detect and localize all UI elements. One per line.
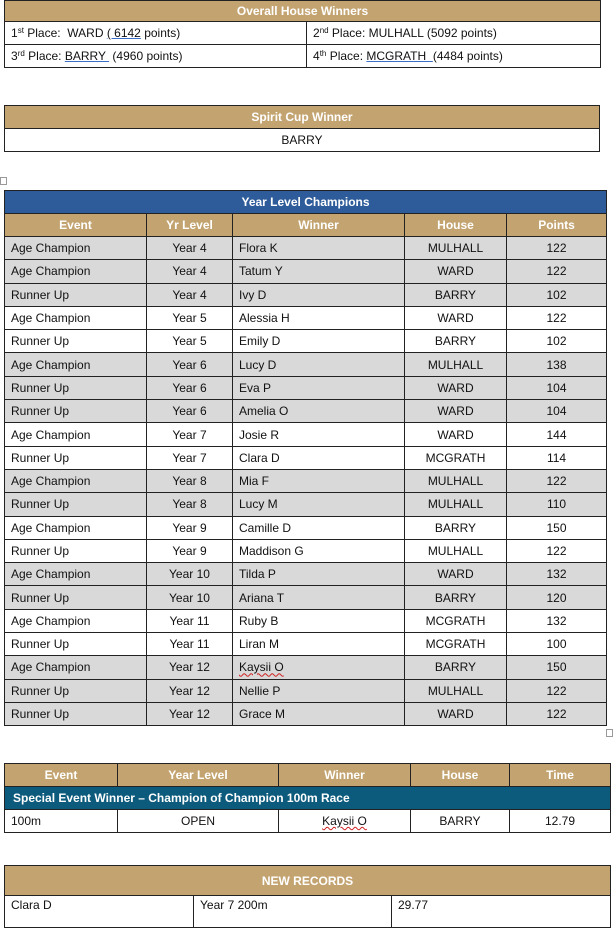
row-house: BARRY	[405, 330, 507, 353]
special-winner-name: Kaysii O	[322, 814, 367, 828]
row-yr-level: Year 11	[147, 633, 233, 656]
row-points: 132	[507, 609, 607, 632]
row-house: MULHALL	[405, 469, 507, 492]
overall-house-title: Overall House Winners	[5, 1, 601, 22]
row-yr-level: Year 6	[147, 400, 233, 423]
table-row	[5, 539, 607, 562]
row-winner: Emily D	[233, 330, 405, 353]
table-row	[5, 702, 607, 725]
table-row	[5, 633, 607, 656]
row-house: MCGRATH	[405, 609, 507, 632]
special-header-house: House	[411, 764, 510, 787]
row-points: 122	[507, 260, 607, 283]
row-house: WARD	[405, 306, 507, 329]
fourth-place-cell	[307, 45, 601, 68]
row-winner: Lucy M	[233, 493, 405, 516]
fourth-place-label: Place:	[326, 49, 367, 63]
row-winner: Flora K	[233, 237, 405, 260]
row-points: 114	[507, 446, 607, 469]
year-level-title: Year Level Champions	[5, 191, 607, 214]
special-house: BARRY	[411, 810, 510, 833]
row-points: 132	[507, 563, 607, 586]
fourth-place-suffix: (4484 points)	[432, 49, 503, 63]
third-place-label: Place:	[24, 49, 65, 63]
row-winner: Liran M	[233, 633, 405, 656]
row-house: MULHALL	[405, 353, 507, 376]
row-yr-level: Year 12	[147, 702, 233, 725]
row-house: WARD	[405, 376, 507, 399]
row-event: Runner Up	[5, 679, 147, 702]
table-row	[5, 469, 607, 492]
row-event: Age Champion	[5, 260, 147, 283]
first-place-suffix: points)	[140, 26, 181, 40]
row-event: Runner Up	[5, 702, 147, 725]
table-move-handle[interactable]	[0, 177, 7, 185]
second-place-cell	[307, 22, 601, 45]
row-yr-level: Year 4	[147, 237, 233, 260]
third-place-number: 3	[11, 49, 18, 63]
row-event: Runner Up	[5, 283, 147, 306]
row-winner: Amelia O	[233, 400, 405, 423]
year-level-header-row	[5, 214, 607, 237]
row-points: 122	[507, 469, 607, 492]
table-row	[5, 306, 607, 329]
row-event: Age Champion	[5, 306, 147, 329]
table-row	[5, 609, 607, 632]
row-winner: Eva P	[233, 376, 405, 399]
special-header-row	[5, 764, 611, 787]
special-year-level: OPEN	[118, 810, 279, 833]
row-house: BARRY	[405, 656, 507, 679]
special-header-time: Time	[510, 764, 611, 787]
row-yr-level: Year 10	[147, 586, 233, 609]
third-place-cell	[5, 45, 307, 68]
row-yr-level: Year 4	[147, 260, 233, 283]
special-time: 12.79	[510, 810, 611, 833]
row-yr-level: Year 9	[147, 539, 233, 562]
row-yr-level: Year 6	[147, 353, 233, 376]
spirit-cup-table	[4, 105, 600, 152]
row-points: 104	[507, 376, 607, 399]
row-event: Age Champion	[5, 353, 147, 376]
row-winner: Tilda P	[233, 563, 405, 586]
row-event: Runner Up	[5, 400, 147, 423]
first-place-ordinal: st	[17, 26, 24, 35]
table-row	[5, 330, 607, 353]
row-house: WARD	[405, 260, 507, 283]
table-row	[5, 516, 607, 539]
row-yr-level: Year 8	[147, 469, 233, 492]
row-points: 100	[507, 633, 607, 656]
row-event: Age Champion	[5, 423, 147, 446]
row-house: MULHALL	[405, 493, 507, 516]
row-event: Runner Up	[5, 539, 147, 562]
special-event: 100m	[5, 810, 118, 833]
table-row	[5, 376, 607, 399]
second-place-number: 2	[313, 26, 320, 40]
row-points: 110	[507, 493, 607, 516]
row-points: 138	[507, 353, 607, 376]
fourth-place-number: 4	[313, 49, 320, 63]
first-place-label: Place: WARD	[23, 26, 107, 40]
row-yr-level: Year 7	[147, 423, 233, 446]
table-row	[5, 446, 607, 469]
row-event: Runner Up	[5, 330, 147, 353]
new-records-table	[4, 865, 611, 928]
row-house: WARD	[405, 423, 507, 446]
record-time: 29.77	[392, 896, 611, 928]
row-yr-level: Year 7	[147, 446, 233, 469]
table-row	[5, 283, 607, 306]
table-row	[5, 563, 607, 586]
row-house: BARRY	[405, 516, 507, 539]
record-row	[5, 896, 611, 928]
record-event: Year 7 200m	[194, 896, 392, 928]
row-winner: Ruby B	[233, 609, 405, 632]
table-row	[5, 493, 607, 516]
row-yr-level: Year 5	[147, 306, 233, 329]
row-event: Runner Up	[5, 633, 147, 656]
row-event: Runner Up	[5, 376, 147, 399]
header-event: Event	[5, 214, 147, 237]
row-event: Age Champion	[5, 516, 147, 539]
row-event: Runner Up	[5, 446, 147, 469]
first-place-number: 1	[11, 26, 18, 40]
row-event: Age Champion	[5, 656, 147, 679]
special-event-table	[4, 763, 611, 833]
row-winner: Clara D	[233, 446, 405, 469]
row-points: 122	[507, 702, 607, 725]
new-records-title: NEW RECORDS	[5, 866, 611, 896]
special-event-row	[5, 810, 611, 833]
row-event: Age Champion	[5, 469, 147, 492]
table-row	[5, 237, 607, 260]
row-points: 104	[507, 400, 607, 423]
table-resize-handle[interactable]	[606, 729, 613, 737]
row-event: Age Champion	[5, 237, 147, 260]
row-event: Runner Up	[5, 586, 147, 609]
row-yr-level: Year 8	[147, 493, 233, 516]
row-points: 120	[507, 586, 607, 609]
row-winner: Josie R	[233, 423, 405, 446]
row-winner: Lucy D	[233, 353, 405, 376]
first-place-cell	[5, 22, 307, 45]
row-points: 150	[507, 656, 607, 679]
third-place-suffix: (4960 points)	[109, 49, 183, 63]
year-level-champions-table	[4, 190, 607, 726]
table-row	[5, 656, 607, 679]
special-event-title: Special Event Winner – Champion of Champion 100m Race	[5, 787, 611, 810]
row-winner: Tatum Y	[233, 260, 405, 283]
row-house: MCGRATH	[405, 446, 507, 469]
header-winner: Winner	[233, 214, 405, 237]
row-winner: Mia F	[233, 469, 405, 492]
winner-name: Kaysii O	[239, 660, 284, 675]
header-points: Points	[507, 214, 607, 237]
special-header-event: Event	[5, 764, 118, 787]
row-points: 122	[507, 237, 607, 260]
spirit-cup-title: Spirit Cup Winner	[5, 106, 600, 129]
row-winner: Alessia H	[233, 306, 405, 329]
row-points: 102	[507, 283, 607, 306]
row-house: MULHALL	[405, 539, 507, 562]
row-yr-level: Year 4	[147, 283, 233, 306]
row-yr-level: Year 12	[147, 679, 233, 702]
table-row	[5, 353, 607, 376]
row-winner: Grace M	[233, 702, 405, 725]
row-event: Age Champion	[5, 609, 147, 632]
row-house: WARD	[405, 400, 507, 423]
row-yr-level: Year 11	[147, 609, 233, 632]
row-house: MULHALL	[405, 237, 507, 260]
row-house: MCGRATH	[405, 633, 507, 656]
row-house: WARD	[405, 702, 507, 725]
row-points: 122	[507, 679, 607, 702]
row-house: WARD	[405, 563, 507, 586]
row-event: Age Champion	[5, 563, 147, 586]
row-winner: Camille D	[233, 516, 405, 539]
header-house: House	[405, 214, 507, 237]
row-house: MULHALL	[405, 679, 507, 702]
special-winner	[279, 810, 411, 833]
row-yr-level: Year 10	[147, 563, 233, 586]
row-house: BARRY	[405, 283, 507, 306]
row-points: 122	[507, 539, 607, 562]
fourth-place-ordinal: th	[319, 49, 327, 58]
special-header-winner: Winner	[279, 764, 411, 787]
overall-house-winners-table	[4, 0, 601, 68]
row-yr-level: Year 9	[147, 516, 233, 539]
table-row	[5, 586, 607, 609]
third-place-ordinal: rd	[17, 49, 25, 58]
second-place-label: Place: MULHALL (5092 points)	[328, 26, 497, 40]
row-event: Runner Up	[5, 493, 147, 516]
second-place-ordinal: nd	[319, 26, 329, 35]
row-winner: Ariana T	[233, 586, 405, 609]
spirit-cup-winner: BARRY	[5, 129, 600, 152]
row-yr-level: Year 12	[147, 656, 233, 679]
third-place-team: BARRY	[64, 49, 110, 63]
row-points: 144	[507, 423, 607, 446]
row-yr-level: Year 6	[147, 376, 233, 399]
row-winner: Maddison G	[233, 539, 405, 562]
table-row	[5, 423, 607, 446]
first-place-score: ( 6142	[106, 26, 141, 40]
fourth-place-team: MCGRATH	[366, 49, 433, 63]
table-row	[5, 400, 607, 423]
row-points: 122	[507, 306, 607, 329]
row-winner: Ivy D	[233, 283, 405, 306]
row-house: BARRY	[405, 586, 507, 609]
special-header-year-level: Year Level	[118, 764, 279, 787]
row-points: 102	[507, 330, 607, 353]
row-winner	[233, 656, 405, 679]
header-yr-level: Yr Level	[147, 214, 233, 237]
row-yr-level: Year 5	[147, 330, 233, 353]
table-row	[5, 260, 607, 283]
row-winner: Nellie P	[233, 679, 405, 702]
record-name: Clara D	[5, 896, 194, 928]
table-row	[5, 679, 607, 702]
row-points: 150	[507, 516, 607, 539]
